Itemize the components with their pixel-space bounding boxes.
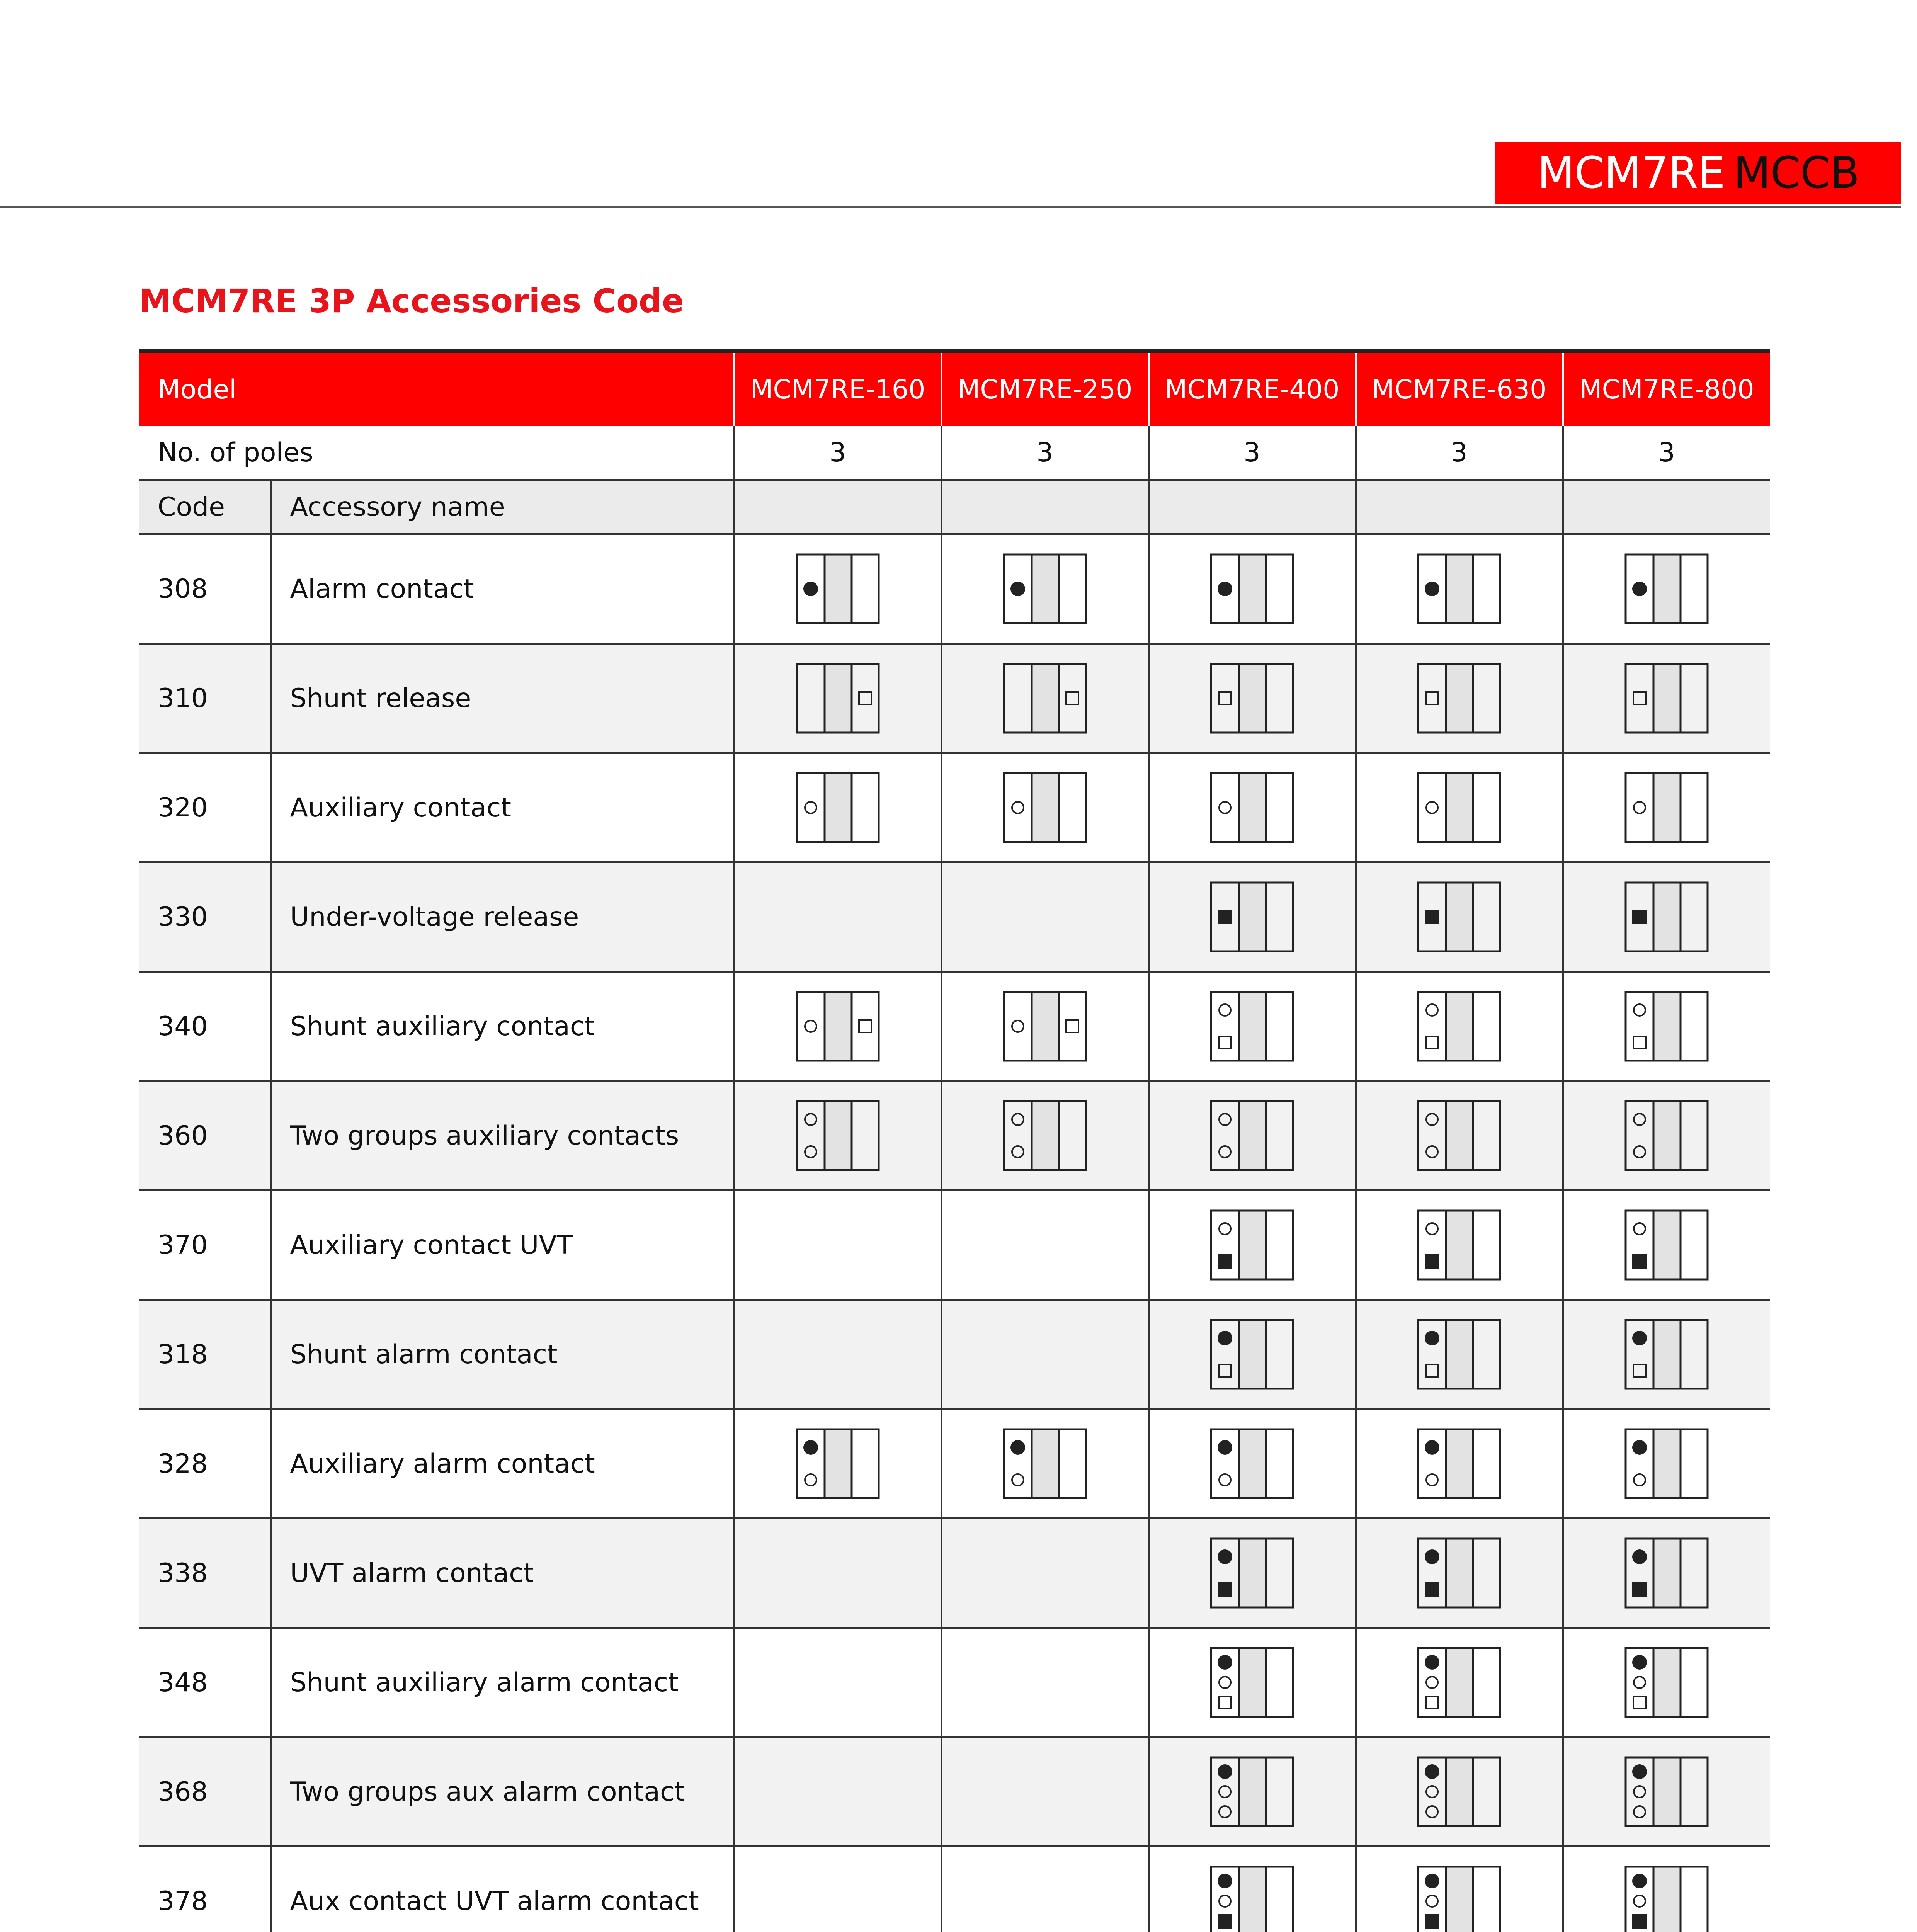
accessory-code: 360 bbox=[139, 1081, 270, 1190]
filled-circle-icon bbox=[1632, 1655, 1647, 1670]
hollow-square-icon bbox=[1633, 1696, 1646, 1709]
accessory-availability-cell bbox=[734, 972, 941, 1081]
accessory-availability-cell bbox=[734, 862, 941, 972]
filled-circle-icon bbox=[1632, 1331, 1647, 1345]
poles-value: 3 bbox=[1148, 426, 1356, 480]
accessory-slot-diagram bbox=[1003, 1100, 1087, 1171]
accessory-availability-cell bbox=[1563, 753, 1770, 862]
accessory-slot-diagram bbox=[1417, 881, 1501, 952]
accessory-code: 308 bbox=[139, 534, 270, 644]
accessory-slot-diagram bbox=[1417, 1866, 1501, 1932]
accessory-availability-cell bbox=[1563, 1737, 1770, 1847]
accessories-table bbox=[139, 349, 1770, 1932]
hollow-circle-icon bbox=[1634, 1474, 1645, 1486]
accessory-slot-diagram bbox=[1210, 1100, 1294, 1171]
hollow-circle-icon bbox=[1219, 1677, 1231, 1688]
hollow-circle-icon bbox=[1012, 1146, 1024, 1158]
hollow-square-icon bbox=[1633, 1036, 1646, 1049]
accessory-availability-cell bbox=[1563, 1190, 1770, 1300]
accessory-availability-cell bbox=[941, 1737, 1148, 1847]
accessory-code: 330 bbox=[139, 862, 270, 972]
hollow-circle-icon bbox=[1426, 1146, 1438, 1158]
accessory-slot-diagram bbox=[1624, 1319, 1709, 1390]
accessory-availability-cell bbox=[1563, 1300, 1770, 1409]
accessory-slot-diagram bbox=[796, 772, 880, 843]
accessory-slot-diagram bbox=[1003, 1428, 1087, 1499]
hollow-circle-icon bbox=[1426, 1223, 1438, 1235]
accessory-slot-diagram bbox=[1210, 1319, 1294, 1390]
accessory-slot-diagram bbox=[1210, 553, 1294, 624]
accessory-availability-cell bbox=[941, 1190, 1148, 1300]
filled-circle-icon bbox=[1632, 1440, 1647, 1455]
filled-circle-icon bbox=[1218, 1655, 1232, 1670]
filled-square-icon bbox=[1425, 910, 1439, 924]
filled-circle-icon bbox=[1218, 1331, 1232, 1345]
hollow-square-icon bbox=[1426, 692, 1438, 704]
page-title: MCM7RE 3P Accessories Code bbox=[139, 282, 684, 320]
accessory-availability-cell bbox=[1148, 1190, 1356, 1300]
accessory-slot-diagram bbox=[796, 1100, 880, 1171]
filled-square-icon bbox=[1632, 1914, 1647, 1929]
filled-circle-icon bbox=[1218, 1440, 1232, 1455]
filled-circle-icon bbox=[1425, 1440, 1439, 1455]
hollow-circle-icon bbox=[805, 1146, 816, 1158]
accessory-slot-diagram bbox=[1210, 772, 1294, 843]
accessory-availability-cell bbox=[734, 1847, 941, 1932]
accessory-availability-cell bbox=[734, 1628, 941, 1737]
filled-circle-icon bbox=[1425, 1874, 1439, 1888]
brand-type: MCCB bbox=[1733, 148, 1859, 198]
accessory-availability-cell bbox=[1356, 862, 1563, 972]
hollow-square-icon bbox=[1219, 1036, 1231, 1049]
accessory-availability-cell bbox=[734, 1409, 941, 1519]
accessory-code: 378 bbox=[139, 1847, 270, 1932]
hollow-square-icon bbox=[1633, 1364, 1646, 1377]
hollow-circle-icon bbox=[1426, 1677, 1438, 1688]
table-row bbox=[139, 1081, 1770, 1190]
filled-circle-icon bbox=[1218, 1549, 1232, 1564]
filled-circle-icon bbox=[1218, 582, 1232, 596]
accessory-slot-diagram bbox=[1624, 1647, 1709, 1718]
accessory-code: 328 bbox=[139, 1409, 270, 1519]
accessory-name: Auxiliary contact bbox=[270, 753, 734, 862]
hollow-circle-icon bbox=[1426, 1114, 1438, 1125]
poles-value: 3 bbox=[734, 426, 941, 480]
accessory-slot-diagram bbox=[1417, 1100, 1501, 1171]
accessory-availability-cell bbox=[1356, 972, 1563, 1081]
hollow-circle-icon bbox=[1634, 1146, 1645, 1158]
hollow-circle-icon bbox=[1634, 1114, 1645, 1125]
brand-banner bbox=[1495, 142, 1901, 204]
accessory-availability-cell bbox=[1563, 1081, 1770, 1190]
accessory-availability-cell bbox=[1356, 1628, 1563, 1737]
accessory-slot-diagram bbox=[1417, 1537, 1501, 1609]
accessory-slot-diagram bbox=[1210, 881, 1294, 952]
filled-circle-icon bbox=[1010, 1440, 1025, 1455]
accessory-name: Alarm contact bbox=[270, 534, 734, 644]
accessory-slot-diagram bbox=[1003, 553, 1087, 624]
accessory-availability-cell bbox=[941, 862, 1148, 972]
hollow-circle-icon bbox=[1012, 802, 1024, 813]
model-header: MCM7RE-250 bbox=[941, 351, 1148, 427]
accessory-code: 368 bbox=[139, 1737, 270, 1847]
hollow-square-icon bbox=[1219, 1364, 1231, 1377]
accessory-code: 370 bbox=[139, 1190, 270, 1300]
accessory-availability-cell bbox=[734, 1737, 941, 1847]
accessory-name: Two groups aux alarm contact bbox=[270, 1737, 734, 1847]
filled-circle-icon bbox=[1218, 1764, 1232, 1779]
accessory-name: Shunt auxiliary contact bbox=[270, 972, 734, 1081]
accessory-availability-cell bbox=[1563, 644, 1770, 753]
hollow-circle-icon bbox=[805, 1114, 816, 1125]
code-column-header: Code bbox=[139, 480, 270, 534]
hollow-circle-icon bbox=[1426, 1806, 1438, 1818]
hollow-square-icon bbox=[1219, 1696, 1231, 1709]
filled-square-icon bbox=[1425, 1254, 1439, 1269]
accessory-slot-diagram bbox=[796, 553, 880, 624]
accessory-availability-cell bbox=[1563, 534, 1770, 644]
hollow-square-icon bbox=[1066, 1020, 1078, 1032]
accessory-name: Auxiliary contact UVT bbox=[270, 1190, 734, 1300]
accessory-slot-diagram bbox=[1624, 881, 1709, 952]
filled-circle-icon bbox=[1425, 1331, 1439, 1345]
model-header: MCM7RE-630 bbox=[1356, 351, 1563, 427]
filled-square-icon bbox=[1218, 910, 1232, 924]
filled-circle-icon bbox=[1218, 1874, 1232, 1888]
filled-circle-icon bbox=[1010, 582, 1025, 596]
accessory-slot-diagram bbox=[1003, 991, 1087, 1062]
poles-label: No. of poles bbox=[139, 426, 734, 480]
model-header: MCM7RE-400 bbox=[1148, 351, 1356, 427]
accessory-availability-cell bbox=[941, 753, 1148, 862]
accessory-slot-diagram bbox=[1210, 1866, 1294, 1932]
accessory-availability-cell bbox=[1148, 1300, 1356, 1409]
accessory-availability-cell bbox=[734, 1519, 941, 1628]
accessory-availability-cell bbox=[734, 534, 941, 644]
accessory-availability-cell bbox=[734, 1300, 941, 1409]
accessory-slot-diagram bbox=[1210, 1647, 1294, 1718]
hollow-square-icon bbox=[859, 692, 871, 704]
table-row bbox=[139, 644, 1770, 753]
accessory-code: 320 bbox=[139, 753, 270, 862]
accessory-availability-cell bbox=[1356, 1847, 1563, 1932]
accessory-availability-cell bbox=[1148, 1847, 1356, 1932]
hollow-square-icon bbox=[1426, 1696, 1438, 1709]
table-row bbox=[139, 1847, 1770, 1932]
accessory-slot-diagram bbox=[796, 991, 880, 1062]
filled-square-icon bbox=[1218, 1254, 1232, 1269]
accessory-availability-cell bbox=[734, 1081, 941, 1190]
hollow-circle-icon bbox=[1219, 1004, 1231, 1016]
accessory-availability-cell bbox=[941, 1300, 1148, 1409]
filled-square-icon bbox=[1425, 1582, 1439, 1597]
poles-value: 3 bbox=[1356, 426, 1563, 480]
accessory-slot-diagram bbox=[1417, 772, 1501, 843]
accessory-slot-diagram bbox=[1417, 663, 1501, 734]
accessory-name: Two groups auxiliary contacts bbox=[270, 1081, 734, 1190]
hollow-circle-icon bbox=[1634, 1806, 1645, 1818]
accessory-slot-diagram bbox=[1624, 991, 1709, 1062]
accessory-availability-cell bbox=[1148, 644, 1356, 753]
hollow-circle-icon bbox=[1219, 1223, 1231, 1235]
table-row bbox=[139, 1300, 1770, 1409]
accessory-availability-cell bbox=[941, 1081, 1148, 1190]
filled-square-icon bbox=[1632, 910, 1647, 924]
filled-circle-icon bbox=[1632, 582, 1647, 596]
hollow-circle-icon bbox=[1426, 802, 1438, 813]
accessory-slot-diagram bbox=[1624, 553, 1709, 624]
accessory-slot-diagram bbox=[1210, 1756, 1294, 1827]
code-header-row bbox=[139, 480, 1770, 534]
poles-row bbox=[139, 426, 1770, 480]
accessory-slot-diagram bbox=[1624, 1866, 1709, 1932]
hollow-circle-icon bbox=[1634, 1786, 1645, 1798]
accessory-slot-diagram bbox=[1417, 1756, 1501, 1827]
hollow-circle-icon bbox=[1219, 1146, 1231, 1158]
filled-square-icon bbox=[1632, 1582, 1647, 1597]
hollow-circle-icon bbox=[805, 1020, 816, 1032]
hollow-circle-icon bbox=[1634, 1677, 1645, 1688]
accessory-code: 310 bbox=[139, 644, 270, 753]
accessory-code: 348 bbox=[139, 1628, 270, 1737]
accessory-availability-cell bbox=[941, 534, 1148, 644]
accessory-slot-diagram bbox=[1210, 1428, 1294, 1499]
accessory-name-column-header: Accessory name bbox=[270, 480, 734, 534]
hollow-square-icon bbox=[1219, 692, 1231, 704]
hollow-circle-icon bbox=[1426, 1786, 1438, 1798]
accessory-availability-cell bbox=[1356, 1519, 1563, 1628]
accessory-slot-diagram bbox=[1210, 991, 1294, 1062]
table-row bbox=[139, 972, 1770, 1081]
hollow-square-icon bbox=[1426, 1364, 1438, 1377]
accessory-availability-cell bbox=[1148, 534, 1356, 644]
poles-value: 3 bbox=[1563, 426, 1770, 480]
hollow-square-icon bbox=[1066, 692, 1078, 704]
accessory-availability-cell bbox=[1356, 644, 1563, 753]
accessory-availability-cell bbox=[941, 972, 1148, 1081]
accessory-availability-cell bbox=[1563, 972, 1770, 1081]
model-header: MCM7RE-800 bbox=[1563, 351, 1770, 427]
accessory-availability-cell bbox=[1563, 1409, 1770, 1519]
accessory-slot-diagram bbox=[1003, 772, 1087, 843]
accessory-availability-cell bbox=[1356, 1081, 1563, 1190]
accessory-availability-cell bbox=[941, 1519, 1148, 1628]
header-rule bbox=[0, 206, 1901, 208]
accessory-availability-cell bbox=[1563, 1628, 1770, 1737]
accessory-slot-diagram bbox=[1417, 1428, 1501, 1499]
hollow-circle-icon bbox=[1219, 1786, 1231, 1798]
accessory-availability-cell bbox=[1148, 753, 1356, 862]
accessory-name: Shunt auxiliary alarm contact bbox=[270, 1628, 734, 1737]
accessory-availability-cell bbox=[1148, 1409, 1356, 1519]
accessory-availability-cell bbox=[1356, 1737, 1563, 1847]
hollow-circle-icon bbox=[1634, 802, 1645, 813]
hollow-circle-icon bbox=[1219, 802, 1231, 813]
accessory-slot-diagram bbox=[1624, 1100, 1709, 1171]
hollow-circle-icon bbox=[1012, 1020, 1024, 1032]
hollow-circle-icon bbox=[1012, 1474, 1024, 1486]
hollow-circle-icon bbox=[1012, 1114, 1024, 1125]
hollow-circle-icon bbox=[1426, 1895, 1438, 1907]
accessory-availability-cell bbox=[1148, 862, 1356, 972]
hollow-square-icon bbox=[1633, 692, 1646, 704]
accessory-slot-diagram bbox=[1210, 663, 1294, 734]
filled-circle-icon bbox=[803, 1440, 818, 1455]
hollow-circle-icon bbox=[805, 1474, 816, 1486]
accessory-availability-cell bbox=[1148, 1081, 1356, 1190]
hollow-circle-icon bbox=[1219, 1895, 1231, 1907]
brand-series: MCM7RE bbox=[1537, 148, 1725, 198]
hollow-circle-icon bbox=[1634, 1223, 1645, 1235]
accessory-name: UVT alarm contact bbox=[270, 1519, 734, 1628]
table-row bbox=[139, 1737, 1770, 1847]
hollow-square-icon bbox=[859, 1020, 871, 1032]
accessory-availability-cell bbox=[1356, 753, 1563, 862]
accessory-name: Aux contact UVT alarm contact bbox=[270, 1847, 734, 1932]
accessory-code: 340 bbox=[139, 972, 270, 1081]
filled-square-icon bbox=[1632, 1254, 1647, 1269]
accessory-availability-cell bbox=[1148, 1519, 1356, 1628]
table-row bbox=[139, 1628, 1770, 1737]
hollow-circle-icon bbox=[1219, 1806, 1231, 1818]
accessory-slot-diagram bbox=[796, 663, 880, 734]
accessory-slot-diagram bbox=[1210, 1209, 1294, 1281]
filled-circle-icon bbox=[1632, 1764, 1647, 1779]
accessory-slot-diagram bbox=[1417, 1319, 1501, 1390]
table-row bbox=[139, 534, 1770, 644]
accessory-availability-cell bbox=[941, 1409, 1148, 1519]
filled-square-icon bbox=[1218, 1582, 1232, 1597]
hollow-circle-icon bbox=[1426, 1004, 1438, 1016]
hollow-circle-icon bbox=[1634, 1004, 1645, 1016]
accessory-name: Auxiliary alarm contact bbox=[270, 1409, 734, 1519]
accessory-slot-diagram bbox=[1624, 1428, 1709, 1499]
accessory-availability-cell bbox=[1148, 1737, 1356, 1847]
hollow-circle-icon bbox=[1219, 1474, 1231, 1486]
filled-square-icon bbox=[1425, 1914, 1439, 1929]
filled-circle-icon bbox=[1632, 1549, 1647, 1564]
model-header-row bbox=[139, 351, 1770, 427]
hollow-circle-icon bbox=[1634, 1895, 1645, 1907]
accessory-code: 318 bbox=[139, 1300, 270, 1409]
table-row bbox=[139, 1519, 1770, 1628]
accessory-slot-diagram bbox=[1210, 1537, 1294, 1609]
accessory-availability-cell bbox=[941, 644, 1148, 753]
accessory-availability-cell bbox=[1356, 534, 1563, 644]
accessory-slot-diagram bbox=[1624, 1537, 1709, 1609]
accessory-availability-cell bbox=[1148, 1628, 1356, 1737]
accessory-slot-diagram bbox=[796, 1428, 880, 1499]
accessory-availability-cell bbox=[1148, 972, 1356, 1081]
accessory-name: Shunt release bbox=[270, 644, 734, 753]
table-row bbox=[139, 1190, 1770, 1300]
accessory-availability-cell bbox=[1356, 1409, 1563, 1519]
filled-circle-icon bbox=[803, 582, 818, 596]
hollow-circle-icon bbox=[1426, 1474, 1438, 1486]
accessory-availability-cell bbox=[1563, 1519, 1770, 1628]
accessory-availability-cell bbox=[941, 1847, 1148, 1932]
accessory-name: Under-voltage release bbox=[270, 862, 734, 972]
accessory-slot-diagram bbox=[1417, 1647, 1501, 1718]
filled-circle-icon bbox=[1425, 1764, 1439, 1779]
accessory-slot-diagram bbox=[1417, 991, 1501, 1062]
accessory-slot-diagram bbox=[1003, 663, 1087, 734]
table-row bbox=[139, 862, 1770, 972]
accessory-availability-cell bbox=[1563, 1847, 1770, 1932]
accessory-availability-cell bbox=[1356, 1190, 1563, 1300]
filled-square-icon bbox=[1218, 1914, 1232, 1929]
filled-circle-icon bbox=[1632, 1874, 1647, 1888]
hollow-square-icon bbox=[1426, 1036, 1438, 1049]
accessory-availability-cell bbox=[1356, 1300, 1563, 1409]
accessory-slot-diagram bbox=[1624, 1209, 1709, 1281]
accessory-name: Shunt alarm contact bbox=[270, 1300, 734, 1409]
accessory-availability-cell bbox=[734, 644, 941, 753]
poles-value: 3 bbox=[941, 426, 1148, 480]
accessory-slot-diagram bbox=[1417, 1209, 1501, 1281]
accessory-code: 338 bbox=[139, 1519, 270, 1628]
filled-circle-icon bbox=[1425, 1549, 1439, 1564]
model-label: Model bbox=[139, 351, 734, 427]
hollow-circle-icon bbox=[1219, 1114, 1231, 1125]
accessory-slot-diagram bbox=[1624, 663, 1709, 734]
accessory-availability-cell bbox=[734, 1190, 941, 1300]
table-row bbox=[139, 1409, 1770, 1519]
accessory-availability-cell bbox=[734, 753, 941, 862]
filled-circle-icon bbox=[1425, 1655, 1439, 1670]
filled-circle-icon bbox=[1425, 582, 1439, 596]
accessory-slot-diagram bbox=[1624, 772, 1709, 843]
hollow-circle-icon bbox=[805, 802, 816, 813]
accessory-availability-cell bbox=[1563, 862, 1770, 972]
accessory-slot-diagram bbox=[1624, 1756, 1709, 1827]
model-header: MCM7RE-160 bbox=[734, 351, 941, 427]
accessory-availability-cell bbox=[941, 1628, 1148, 1737]
accessory-slot-diagram bbox=[1417, 553, 1501, 624]
table-row bbox=[139, 753, 1770, 862]
